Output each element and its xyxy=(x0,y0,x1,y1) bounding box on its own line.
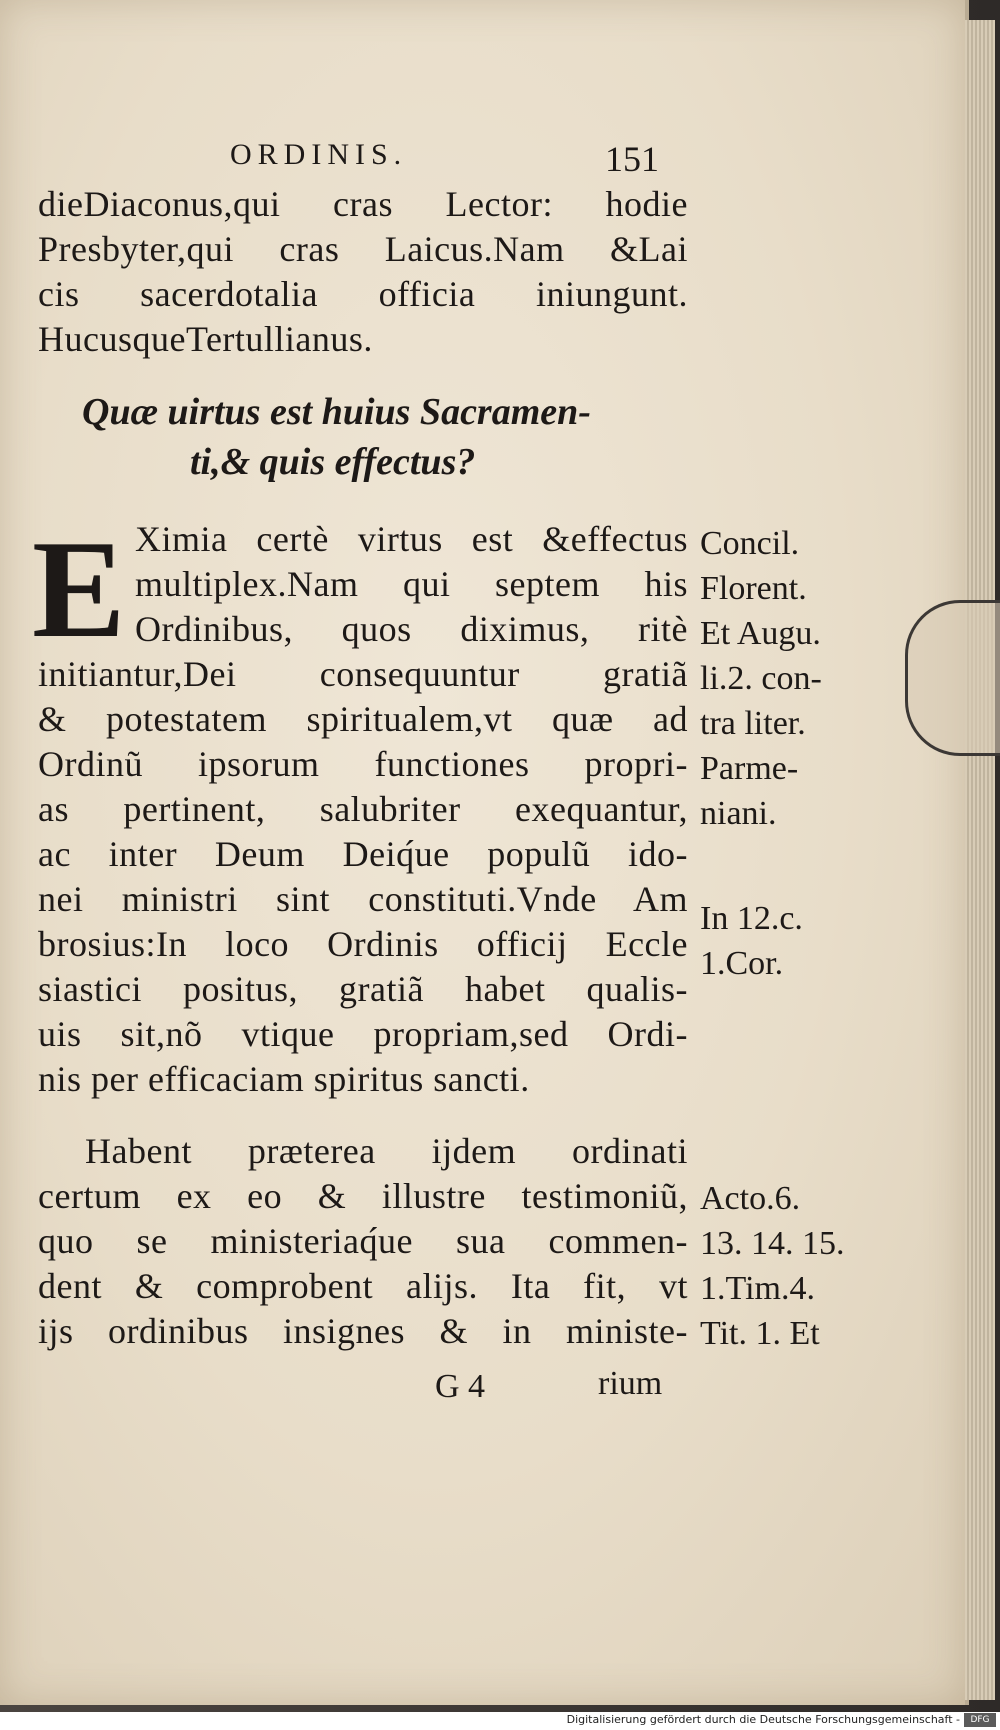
body-line: cis sacerdotalia officia iniungunt. xyxy=(38,274,688,314)
body-line: ijs ordinibus insignes & in ministe- xyxy=(38,1311,688,1351)
running-head: ORDINIS. xyxy=(230,138,408,171)
margin-note-line: Et Augu. xyxy=(700,615,821,652)
body-line: brosius:In loco Ordinis officij Eccle xyxy=(38,924,688,964)
drop-cap: E xyxy=(32,512,126,667)
body-line: Ordinibus, quos diximus, ritè xyxy=(135,609,688,649)
margin-note-line: Acto.6. xyxy=(700,1180,801,1217)
body-line: Habent præterea ijdem ordinati xyxy=(85,1131,688,1171)
section-heading-line: Quæ uirtus est huius Sacramen- xyxy=(82,391,591,433)
digitization-credit: Digitalisierung gefördert durch die Deutsche Forschungsgemeinschaft - xyxy=(566,1713,960,1726)
margin-note-line: In 12.c. xyxy=(700,900,803,937)
page-number: 151 xyxy=(605,139,659,179)
body-line: certum ex eo & illustre testimoniũ, xyxy=(38,1176,688,1216)
margin-note-line: Florent. xyxy=(700,570,807,607)
margin-note-line: 1.Cor. xyxy=(700,945,784,982)
body-line: dieDiaconus,qui cras Lector: hodie xyxy=(38,184,688,224)
body-line: Ordinũ ipsorum functiones propri- xyxy=(38,744,688,784)
body-line: HucusqueTertullianus. xyxy=(38,319,373,359)
body-line: quo se ministeriaq́ue sua commen- xyxy=(38,1221,688,1261)
body-line: uis sit,nõ vtique propriam,sed Ordi- xyxy=(38,1014,688,1054)
body-line: Ximia certè virtus est &effectus xyxy=(135,519,688,559)
page-edges xyxy=(965,20,995,1700)
body-line: & potestatem spiritualem,vt quæ ad xyxy=(38,699,688,739)
margin-note-line: tra liter. xyxy=(700,705,806,742)
margin-note-line: niani. xyxy=(700,795,777,832)
body-line: multiplex.Nam qui septem his xyxy=(135,564,688,604)
margin-note-line: 13. 14. 15. xyxy=(700,1225,845,1262)
margin-note-line: li.2. con- xyxy=(700,660,822,697)
margin-note-line: Concil. xyxy=(700,525,800,562)
body-line: nis per efficaciam spiritus sancti. xyxy=(38,1059,530,1099)
body-line: siastici positus, gratiã habet qualis- xyxy=(38,969,688,1009)
margin-note-line: Parme- xyxy=(700,750,799,787)
body-line: initiantur,Dei consequuntur gratiã xyxy=(38,654,688,694)
signature-mark: G 4 xyxy=(435,1368,486,1405)
body-line: dent & comprobent alijs. Ita fit, vt xyxy=(38,1266,688,1306)
catchword: rium xyxy=(598,1365,663,1402)
margin-note-line: 1.Tim.4. xyxy=(700,1270,815,1307)
body-line: as pertinent, salubriter exequantur, xyxy=(38,789,688,829)
section-heading-line: ti,& quis effectus? xyxy=(190,441,476,483)
body-line: Presbyter,qui cras Laicus.Nam &Lai xyxy=(38,229,688,269)
body-line: nei ministri sint constituti.Vnde Am xyxy=(38,879,688,919)
page-clip xyxy=(905,600,1000,756)
body-line: ac inter Deum Deiq́ue populũ ido- xyxy=(38,834,688,874)
margin-note-line: Tit. 1. Et xyxy=(700,1315,820,1352)
dfg-logo: DFG xyxy=(964,1713,996,1727)
